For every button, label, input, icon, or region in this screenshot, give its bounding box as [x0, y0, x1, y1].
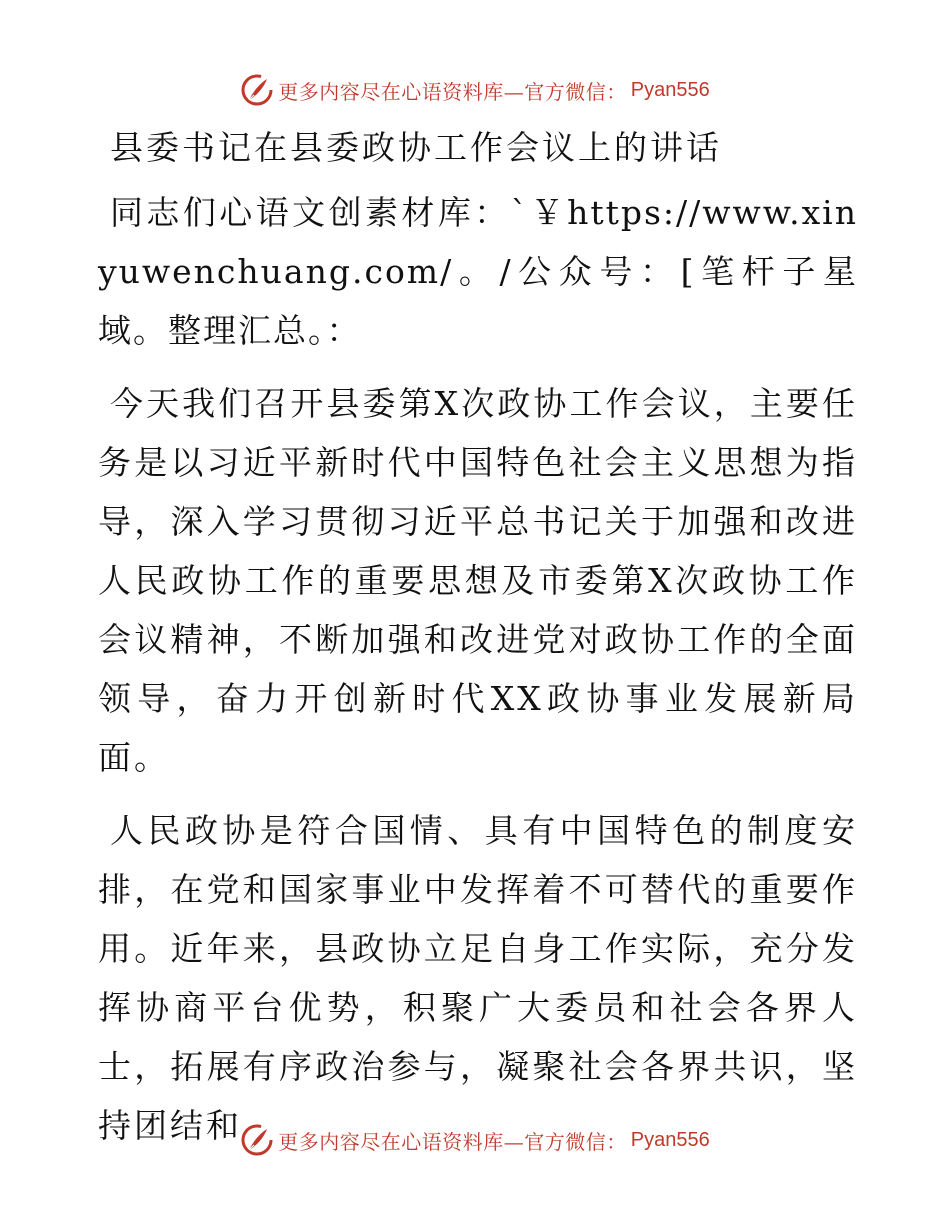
document-title: 县委书记在县委政协工作会议上的讲话: [110, 128, 722, 167]
paragraph-3: 人民政协是符合国情、具有中国特色的制度安排，在党和国家事业中发挥着不可替代的重要作用。近年来，县政协立足自身工作实际，充分发挥协商平台优势，积聚广大委员和社会各界人士，拓展有序政治参与，凝聚社会各界共识，坚持团结和: [98, 811, 858, 1145]
paragraph-1: 同志们心语文创素材库：`￥https://www.xinyuwenchuang.com/。/公众号：[笔杆子星域。整理汇总。：: [98, 193, 858, 350]
footer-watermark-content: [240, 1123, 709, 1157]
feather-pen-logo-icon: [240, 1123, 274, 1157]
watermark-text: 更多内容尽在心语资料库—官方微信：: [278, 1129, 627, 1154]
watermark-wechat-id: Pyan556: [630, 78, 710, 101]
footer-watermark-banner: [0, 1120, 950, 1160]
header-watermark-content: [240, 73, 709, 107]
header-watermark-banner: [0, 70, 950, 110]
feather-pen-logo-icon: [240, 73, 274, 107]
watermark-wechat-id: Pyan556: [630, 1128, 710, 1151]
document-body: [98, 118, 858, 1169]
watermark-text: 更多内容尽在心语资料库—官方微信：: [278, 79, 627, 104]
paragraph-2: 今天我们召开县委第X次政协工作会议，主要任务是以习近平新时代中国特色社会主义思想为指导，深入学习贯彻习近平总书记关于加强和改进人民政协工作的重要思想及市委第X次政协工作会议精神，不断加强和改进党对政协工作的全面领导，奋力开创新时代XX政协事业发展新局面。: [98, 384, 858, 777]
